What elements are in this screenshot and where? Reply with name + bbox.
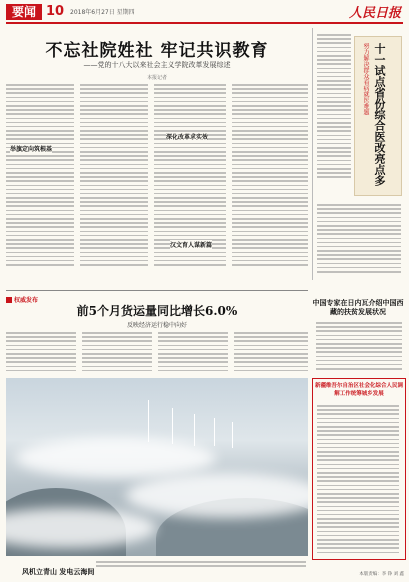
lead-byline: 本报记者 bbox=[146, 75, 167, 81]
section-head-2: 深化改革求实效 bbox=[166, 134, 209, 141]
commentary-title: 十一试点省份综合医改亮点多 bbox=[373, 43, 386, 186]
story-tag: 权威发布 bbox=[6, 296, 38, 306]
section-head-1: 举旗定向筑根基 bbox=[10, 146, 53, 153]
text-block bbox=[316, 322, 402, 372]
divider bbox=[6, 290, 308, 291]
turbine-icon bbox=[232, 422, 233, 448]
text-block bbox=[317, 34, 351, 181]
landscape-photo bbox=[6, 378, 308, 556]
text-block bbox=[82, 332, 152, 374]
turbine-icon bbox=[194, 414, 195, 446]
turbine-icon bbox=[148, 400, 149, 442]
commentary-title-box bbox=[354, 36, 402, 196]
photo-caption: 风机立青山 发电云海间 bbox=[22, 567, 95, 576]
text-block bbox=[80, 84, 148, 268]
masthead bbox=[6, 4, 403, 24]
text-block bbox=[232, 84, 308, 268]
lead-headline: 不忘社院姓社 牢记共识教育 bbox=[45, 41, 269, 61]
page-footer: 本版责编：李 铮 刘 鑫 bbox=[359, 572, 404, 577]
text-block bbox=[234, 332, 308, 374]
date-line: 2018年6月27日 星期四 bbox=[70, 9, 135, 16]
boxed-story-title: 新疆维吾尔自治区社会化综合人民调解工作统筹城乡发展 bbox=[315, 383, 404, 397]
photo-mist bbox=[6, 508, 156, 548]
photo-mist bbox=[16, 438, 216, 478]
photo-mist bbox=[126, 473, 308, 518]
newspaper-logo: 人民日报 bbox=[348, 6, 401, 21]
section-head-3: 汉文育人谋新篇 bbox=[170, 242, 213, 249]
text-block bbox=[317, 405, 399, 556]
section-tab: 要闻 bbox=[6, 4, 42, 20]
commentary-kicker: 努力解决群众看病就医难题 bbox=[362, 43, 369, 115]
text-block bbox=[6, 332, 76, 374]
lead-subheadline: ——党的十八大以来社会主义学院改革发展综述 bbox=[83, 61, 231, 69]
side-story-title: 中国专家在日内瓦介绍中国西藏的扶贫发展状况 bbox=[312, 298, 404, 316]
second-headline: 前5个月货运量同比增长6.0% bbox=[76, 304, 238, 318]
photo-credit-text bbox=[96, 561, 306, 569]
second-subheadline: 反映经济运行稳中向好 bbox=[126, 322, 187, 329]
turbine-icon bbox=[172, 408, 173, 444]
boxed-story bbox=[312, 378, 406, 560]
text-block bbox=[317, 204, 401, 275]
turbine-icon bbox=[214, 418, 215, 446]
page-number: 10 bbox=[46, 4, 65, 19]
text-block bbox=[6, 84, 74, 268]
text-block bbox=[158, 332, 228, 374]
